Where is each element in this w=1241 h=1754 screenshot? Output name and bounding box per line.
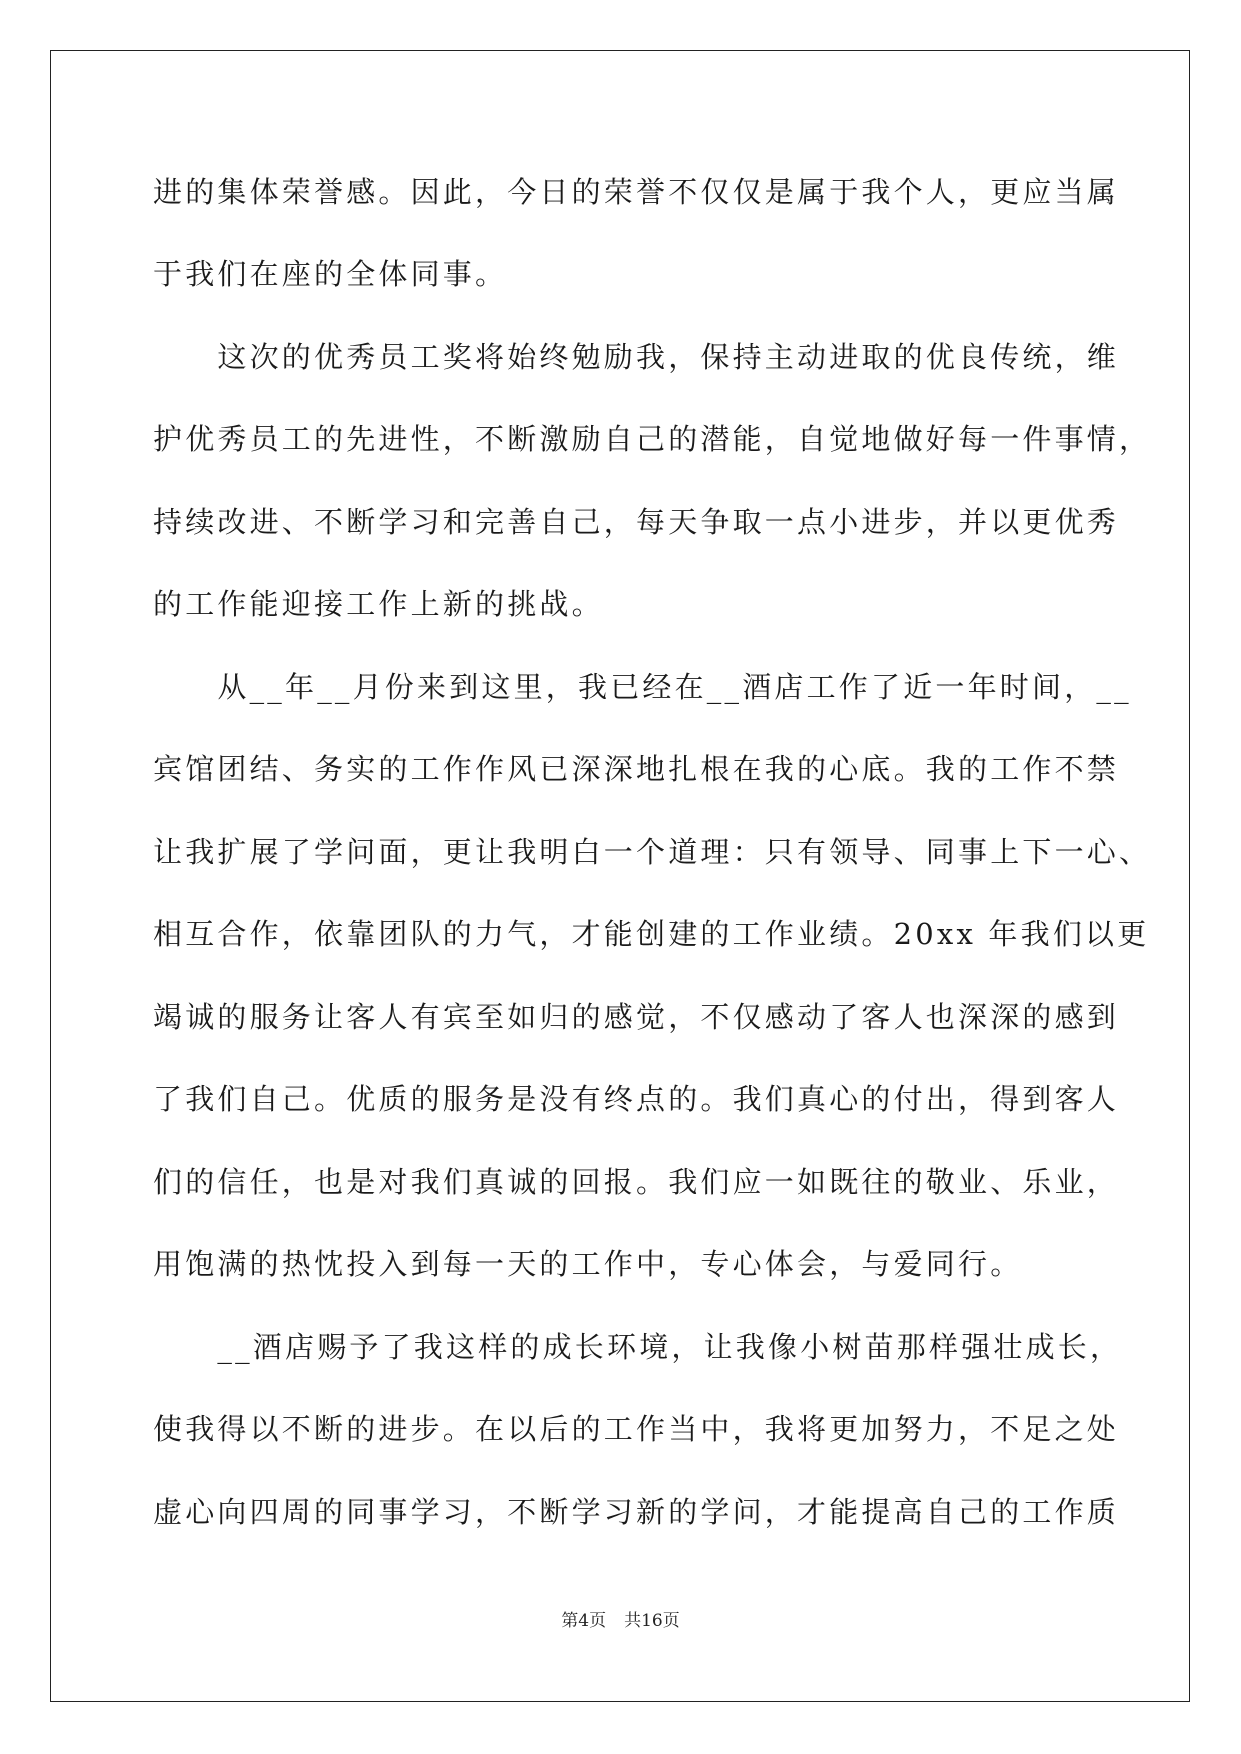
- text-line: 持续改进、不断学习和完善自己，每天争取一点小进步，并以更优秀: [153, 505, 1120, 539]
- text-line: 们的信任，也是对我们真诚的回报。我们应一如既往的敬业、乐业，: [153, 1165, 1120, 1199]
- text-line: 从__年__月份来到这里，我已经在__酒店工作了近一年时间，__: [153, 670, 1132, 704]
- text-line: 护优秀员工的先进性，不断激励自己的潜能，自觉地做好每一件事情，: [153, 422, 1152, 456]
- text-line: 宾馆团结、务实的工作作风已深深地扎根在我的心底。我的工作不禁: [153, 752, 1120, 786]
- page-border: [50, 50, 1190, 1702]
- page-footer: [0, 1606, 1241, 1631]
- text-line: 用饱满的热忱投入到每一天的工作中，专心体会，与爱同行。: [153, 1247, 1023, 1281]
- text-line: __酒店赐予了我这样的成长环境，让我像小树苗那样强壮成长，: [153, 1330, 1123, 1364]
- text-line: 让我扩展了学问面，更让我明白一个道理：只有领导、同事上下一心、: [153, 835, 1152, 869]
- text-line: 竭诚的服务让客人有宾至如归的感觉，不仅感动了客人也深深的感到: [153, 1000, 1120, 1034]
- text-line: 于我们在座的全体同事。: [153, 257, 508, 291]
- text-line: 了我们自己。优质的服务是没有终点的。我们真心的付出，得到客人: [153, 1082, 1120, 1116]
- text-line: 虚心向四周的同事学习，不断学习新的学问，才能提高自己的工作质: [153, 1495, 1120, 1529]
- text-line: 这次的优秀员工奖将始终勉励我，保持主动进取的优良传统，维: [153, 340, 1120, 374]
- text-line: 的工作能迎接工作上新的挑战。: [153, 587, 604, 621]
- text-line: 进的集体荣誉感。因此，今日的荣誉不仅仅是属于我个人，更应当属: [153, 175, 1120, 209]
- page-total: 共16页: [624, 1611, 680, 1631]
- page-number: 第4页: [561, 1611, 607, 1631]
- text-line: 使我得以不断的进步。在以后的工作当中，我将更加努力，不足之处: [153, 1412, 1120, 1446]
- text-line: 相互合作，依靠团队的力气，才能创建的工作业绩。20xx 年我们以更: [153, 917, 1150, 951]
